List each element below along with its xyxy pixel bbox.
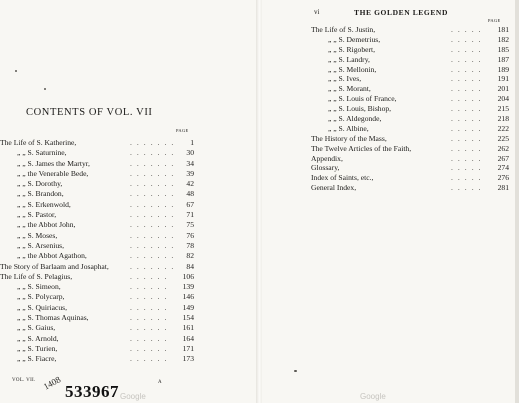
entry-title: The Life of S. Pelagius,: [0, 271, 73, 281]
toc-entry: [311, 144, 509, 154]
entry-title: General Index,: [311, 183, 357, 193]
toc-entry: [311, 94, 509, 104]
entry-title: „ „ S. Brandon,: [17, 189, 64, 199]
toc-entry: [0, 323, 194, 333]
signature-mark: VOL. VII.: [12, 378, 36, 383]
ink-mark: [294, 370, 297, 372]
contents-list: [0, 138, 194, 365]
entry-title: „ „ S. Thomas Aquinas,: [17, 313, 89, 323]
entry-title: „ „ S. Rigobert,: [328, 44, 376, 54]
left-page: [0, 0, 258, 403]
entry-title: Glossary,: [311, 163, 340, 173]
entry-title: „ „ S. Louis of France,: [328, 94, 397, 104]
toc-entry: [0, 334, 194, 344]
leader-dots: .....: [451, 64, 486, 74]
leader-dots: .....: [451, 143, 486, 153]
entry-page-number: 34: [186, 158, 194, 168]
leader-dots: .......: [130, 261, 179, 271]
entry-title: Appendix,: [311, 153, 343, 163]
leader-dots: .....: [451, 84, 486, 94]
entry-page-number: 78: [186, 240, 194, 250]
entry-title: „ „ S. Aldegonde,: [328, 114, 382, 124]
entry-page-number: 276: [497, 173, 509, 183]
entry-title: „ „ S. Polycarp,: [17, 292, 65, 302]
page-column-label: PAGE: [488, 18, 501, 23]
entry-page-number: 187: [497, 54, 509, 64]
entry-title: „ „ S. Saturnine,: [17, 148, 67, 158]
leader-dots: .......: [130, 230, 179, 240]
page-edge: [515, 0, 519, 403]
leader-dots: .....: [451, 54, 486, 64]
leader-dots: ......: [130, 292, 172, 302]
entry-title: „ „ S. Dorothy,: [17, 179, 63, 189]
leader-dots: .......: [130, 240, 179, 250]
entry-title: „ „ S. Erkenwold,: [17, 199, 71, 209]
entry-page-number: 262: [497, 143, 509, 153]
entry-page-number: 39: [186, 168, 194, 178]
toc-entry: [0, 272, 194, 282]
entry-page-number: 84: [186, 261, 194, 271]
toc-entry: [0, 282, 194, 292]
entry-page-number: 161: [182, 323, 194, 333]
entry-page-number: 149: [182, 302, 194, 312]
toc-entry: [0, 303, 194, 313]
entry-page-number: 71: [186, 210, 194, 220]
toc-entry: [0, 251, 194, 261]
toc-entry: [0, 189, 194, 199]
toc-entry: [311, 65, 509, 75]
entry-title: The Twelve Articles of the Faith,: [311, 143, 412, 153]
toc-entry: [311, 45, 509, 55]
entry-title: „ „ S. Louis, Bishop,: [328, 104, 392, 114]
leader-dots: .......: [130, 220, 179, 230]
leader-dots: .......: [130, 251, 179, 261]
entry-page-number: 1: [190, 138, 194, 147]
ink-mark: [44, 88, 46, 90]
entry-page-number: 106: [182, 271, 194, 281]
page-column-label: PAGE: [176, 128, 189, 133]
entry-title: The Life of S. Katherine,: [0, 138, 77, 147]
leader-dots: ......: [130, 282, 172, 292]
toc-entry: [0, 169, 194, 179]
entry-page-number: 48: [186, 189, 194, 199]
entry-title: „ „ S. Albine,: [328, 123, 369, 133]
entry-page-number: 173: [182, 354, 194, 364]
entry-title: „ „ S. Landry,: [328, 54, 370, 64]
leader-dots: .......: [130, 189, 179, 199]
toc-entry: [311, 104, 509, 114]
toc-entry: [0, 354, 194, 364]
entry-title: „ „ the Abbot Agathon,: [17, 251, 87, 261]
leader-dots: .....: [451, 133, 486, 143]
toc-entry: [0, 344, 194, 354]
entry-page-number: 267: [497, 153, 509, 163]
entry-page-number: 281: [497, 183, 509, 193]
entry-title: The History of the Mass,: [311, 133, 387, 143]
toc-entry: [311, 25, 509, 35]
entry-title: The Life of S. Justin,: [311, 25, 376, 34]
leader-dots: .....: [451, 163, 486, 173]
leader-dots: .......: [130, 179, 179, 189]
signature-letter: A: [158, 380, 162, 385]
entry-title: „ „ S. Ives,: [328, 74, 362, 84]
entry-title: „ „ S. Morant,: [328, 84, 371, 94]
entry-page-number: 154: [182, 313, 194, 323]
toc-entry: [0, 231, 194, 241]
library-stamp-small: 1408: [41, 374, 63, 392]
digitizer-watermark: Google: [360, 392, 386, 401]
toc-entry: [311, 55, 509, 65]
leader-dots: ......: [130, 271, 172, 281]
leader-dots: .....: [451, 123, 486, 133]
leader-dots: ......: [130, 354, 172, 364]
entry-title: „ „ S. Arnold,: [17, 333, 59, 343]
leader-dots: .....: [451, 173, 486, 183]
entry-page-number: 171: [182, 343, 194, 353]
leader-dots: .......: [130, 168, 179, 178]
ink-mark: [15, 70, 17, 72]
entry-page-number: 164: [182, 333, 194, 343]
entry-page-number: 139: [182, 282, 194, 292]
toc-entry: [311, 124, 509, 134]
toc-entry: [311, 183, 509, 193]
entry-title: „ „ S. Mellonin,: [328, 64, 377, 74]
library-stamp-number: 533967: [65, 382, 119, 401]
entry-page-number: 82: [186, 251, 194, 261]
entry-title: „ „ S. Quiriacus,: [17, 302, 67, 312]
toc-entry: [311, 154, 509, 164]
toc-entry: [311, 84, 509, 94]
toc-entry: [0, 148, 194, 158]
entry-title: „ „ S. Gaius,: [17, 323, 56, 333]
entry-page-number: 67: [186, 199, 194, 209]
entry-title: „ „ the Venerable Bede,: [17, 168, 89, 178]
entry-page-number: 189: [497, 64, 509, 74]
contents-list: [311, 25, 509, 193]
right-page: [262, 0, 519, 403]
entry-page-number: 30: [186, 148, 194, 158]
leader-dots: .......: [130, 138, 179, 147]
entry-page-number: 185: [497, 44, 509, 54]
leader-dots: .....: [451, 183, 486, 193]
entry-page-number: 274: [497, 163, 509, 173]
toc-entry: [311, 35, 509, 45]
leader-dots: .......: [130, 199, 179, 209]
toc-entry: [0, 138, 194, 148]
toc-entry: [311, 74, 509, 84]
toc-entry: [311, 134, 509, 144]
leader-dots: .....: [451, 44, 486, 54]
entry-page-number: 201: [497, 84, 509, 94]
entry-title: „ „ S. Moses,: [17, 230, 58, 240]
toc-entry: [0, 220, 194, 230]
toc-entry: [311, 163, 509, 173]
leader-dots: .....: [451, 104, 486, 114]
entry-page-number: 215: [497, 104, 509, 114]
entry-page-number: 218: [497, 114, 509, 124]
entry-title: „ „ S. Demetrius,: [328, 34, 381, 44]
entry-title: „ „ S. Simeon,: [17, 282, 61, 292]
leader-dots: .......: [130, 210, 179, 220]
toc-entry: [0, 200, 194, 210]
toc-entry: [0, 159, 194, 169]
entry-title: „ „ S. Pastor,: [17, 210, 57, 220]
entry-title: Index of Saints, etc.,: [311, 173, 374, 183]
leader-dots: .....: [451, 153, 486, 163]
toc-entry: [311, 173, 509, 183]
entry-page-number: 225: [497, 133, 509, 143]
contents-heading: CONTENTS OF VOL. VII: [26, 107, 153, 118]
toc-entry: [0, 241, 194, 251]
entry-title: „ „ the Abbot John,: [17, 220, 76, 230]
leader-dots: .......: [130, 158, 179, 168]
entry-title: „ „ S. Arsenius,: [17, 240, 65, 250]
leader-dots: .......: [130, 148, 179, 158]
entry-page-number: 222: [497, 123, 509, 133]
entry-page-number: 42: [186, 179, 194, 189]
leader-dots: .....: [451, 94, 486, 104]
entry-title: The Story of Barlaam and Josaphat,: [0, 261, 109, 271]
leader-dots: .....: [451, 74, 486, 84]
entry-page-number: 75: [186, 220, 194, 230]
entry-page-number: 181: [497, 25, 509, 34]
leader-dots: ......: [130, 343, 172, 353]
leader-dots: .....: [451, 114, 486, 124]
toc-entry: [0, 262, 194, 272]
leader-dots: .....: [451, 34, 486, 44]
running-head-title: THE GOLDEN LEGEND: [354, 8, 448, 17]
toc-entry: [0, 313, 194, 323]
leader-dots: ......: [130, 333, 172, 343]
entry-title: „ „ S. James the Martyr,: [17, 158, 90, 168]
toc-entry: [0, 292, 194, 302]
entry-page-number: 76: [186, 230, 194, 240]
entry-title: „ „ S. Turien,: [17, 343, 58, 353]
toc-entry: [311, 114, 509, 124]
digitizer-watermark: Google: [120, 392, 146, 401]
entry-page-number: 204: [497, 94, 509, 104]
leader-dots: ......: [130, 313, 172, 323]
running-head-number: vi: [314, 8, 320, 16]
leader-dots: ......: [130, 323, 172, 333]
toc-entry: [0, 179, 194, 189]
entry-title: „ „ S. Fiacre,: [17, 354, 57, 364]
toc-entry: [0, 210, 194, 220]
leader-dots: ......: [130, 302, 172, 312]
entry-page-number: 191: [497, 74, 509, 84]
entry-page-number: 146: [182, 292, 194, 302]
entry-page-number: 182: [497, 34, 509, 44]
leader-dots: .....: [451, 25, 486, 34]
